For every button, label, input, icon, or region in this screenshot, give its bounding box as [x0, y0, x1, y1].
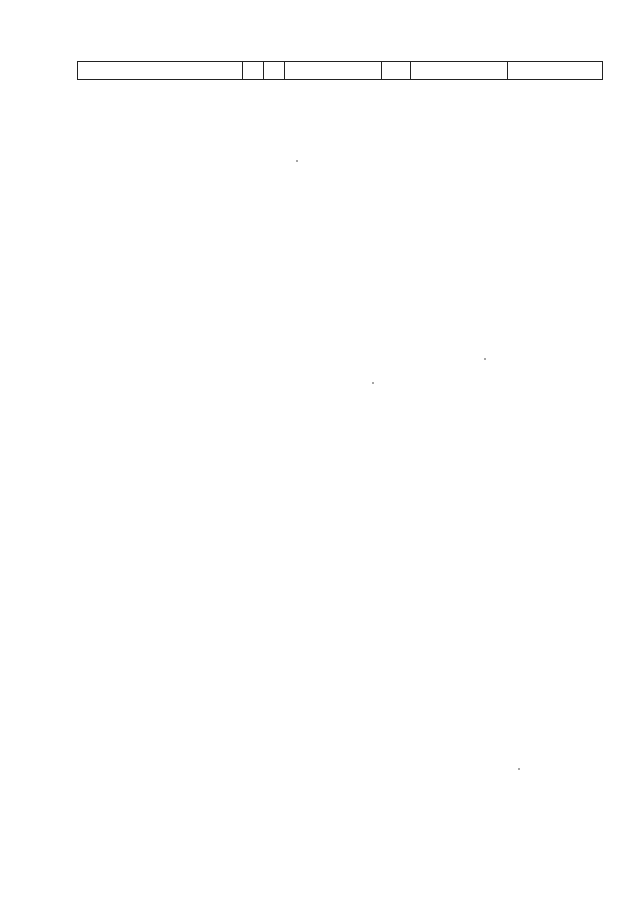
scan-speck	[518, 768, 520, 770]
scan-speck	[296, 160, 298, 162]
scan-speck	[484, 358, 486, 360]
header-col-3	[264, 62, 285, 80]
header-col-6	[411, 62, 508, 80]
table-header	[77, 61, 603, 80]
header-col-2	[243, 62, 264, 80]
header-col-4	[285, 62, 382, 80]
header-col-7	[508, 62, 603, 80]
header-col-1	[78, 62, 243, 80]
header-col-5	[382, 62, 411, 80]
scan-speck	[372, 382, 374, 384]
